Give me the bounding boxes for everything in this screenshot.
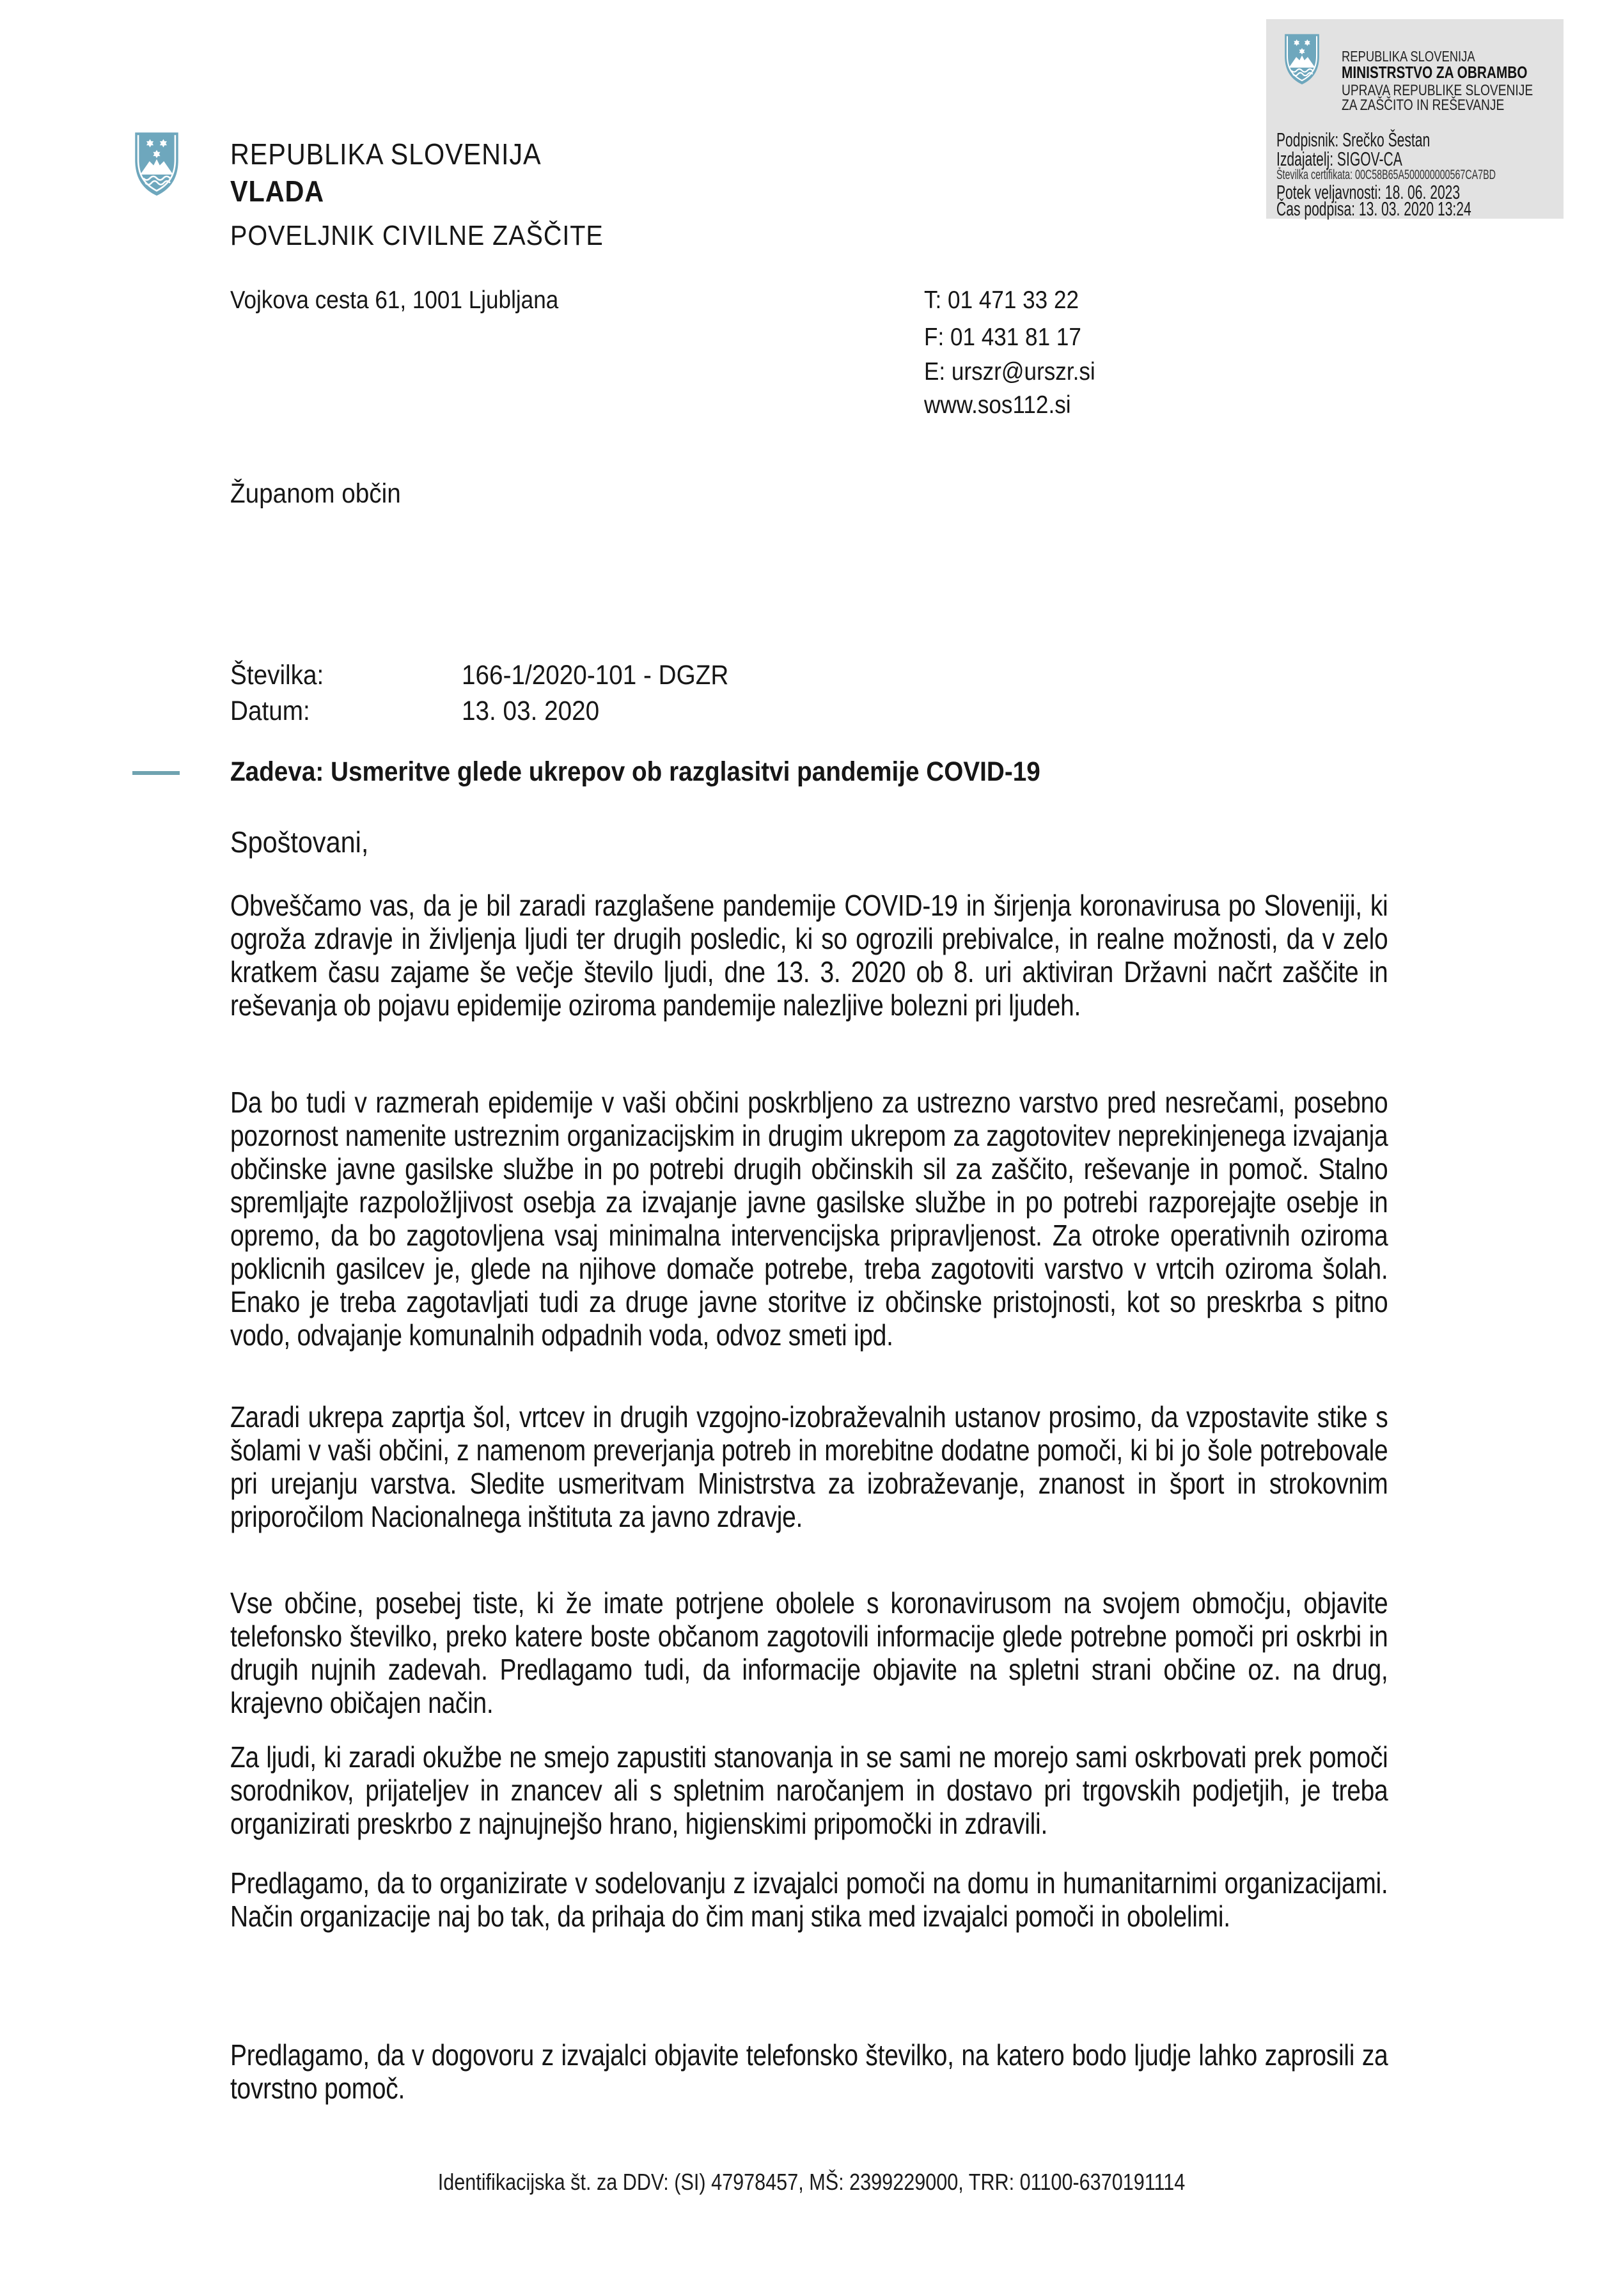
letterhead-government: VLADA [230, 175, 325, 208]
body-paragraph: Zaradi ukrepa zaprtja šol, vrtcev in drugih vzgojno-izobraževalnih ustanov prosimo, da vzpostavite stike s šolami v vaši občini, z namenom preverjanja potreb in morebitne dodatne pomoči, ki bi jo šole potrebovale pri urejanju varstva. Sledite usmeritvam Ministrstva za izobraževanje, znanost in šport in strokovnim priporočilom Nacionalnega inštituta za javno zdravje. [230, 1400, 1388, 1533]
letterhead-office-title: POVELJNIK CIVILNE ZAŠČITE [230, 220, 604, 251]
contact-fax: F: 01 431 81 17 [924, 324, 1081, 351]
stamp-ministry: MINISTRSTVO ZA OBRAMBO [1342, 63, 1528, 82]
stamp-republic: REPUBLIKA SLOVENIJA [1342, 48, 1475, 65]
subject-line: Zadeva: Usmeritve glede ukrepov ob razglasitvi pandemije COVID-19 [230, 756, 1040, 787]
salutation: Spoštovani, [230, 825, 369, 859]
contact-website: www.sos112.si [924, 391, 1071, 419]
date-label: Datum: [230, 696, 310, 726]
digital-signature-stamp [1266, 19, 1564, 219]
stamp-administration-2: ZA ZAŠČITO IN REŠEVANJE [1342, 97, 1505, 114]
stamp-administration: UPRAVA REPUBLIKE SLOVENIJE [1342, 82, 1533, 99]
office-address: Vojkova cesta 61, 1001 Ljubljana [230, 286, 559, 314]
contact-email: E: urszr@urszr.si [924, 358, 1095, 386]
letterhead-republic: REPUBLIKA SLOVENIJA [230, 137, 542, 171]
contact-phone: T: 01 471 33 22 [924, 286, 1079, 314]
body-paragraph: Da bo tudi v razmerah epidemije v vaši občini poskrbljeno za ustrezno varstvo pred nesrečami, posebno pozornost namenite ustreznim organizacijskim in drugim ukrepom za zagotovitev neprekinjenega izvajanja občinske javne gasilske službe in po potrebi drugih občinskih sil za zaščito, reševanje in pomoč. Stalno spremljajte razpoložljivost osebja za izvajanje javne gasilske službe in po potrebi razporejajte osebje in opremo, da bo zagotovljena vsaj minimalna intervencijska pripravljenost. Za otroke operativnih oziroma poklicnih gasilcev je, glede na njihove domače potrebe, treba zagotoviti varstvo v vrtcih oziroma šolah. Enako je treba zagotavljati tudi za druge javne storitve iz občinske pristojnosti, kot so preskrba s pitno vodo, odvajanje komunalnih odpadnih voda, odvoz smeti ipd. [230, 1086, 1388, 1352]
margin-dash-mark [132, 771, 180, 775]
reference-number-value: 166-1/2020-101 - DGZR [462, 660, 729, 691]
reference-number-label: Številka: [230, 660, 324, 691]
stamp-certificate-number: Številka certifikata: 00C58B65A500000000567CA7BD [1276, 168, 1496, 182]
footer-identification: Identifikacijska št. za DDV: (SI) 47978457, MŠ: 2399229000, TRR: 01100-6370191114 [437, 2169, 1186, 2195]
body-paragraph: Vse občine, posebej tiste, ki že imate potrjene obolele s koronavirusom na svojem območju, objavite telefonsko številko, preko katere boste občanom zagotovili informacije glede potrebne pomoči pri oskrbi in drugih nujnih zadevah. Predlagamo tudi, da informacije objavite na spletni strani občine oz. na drug, krajevno običajen način. [230, 1586, 1388, 1719]
body-paragraph: Predlagamo, da v dogovoru z izvajalci objavite telefonsko številko, na katero bodo ljudje lahko zaprosili za tovrstno pomoč. [230, 2038, 1388, 2105]
date-value: 13. 03. 2020 [462, 696, 600, 726]
shield-icon [1282, 31, 1322, 88]
stamp-signing-time: Čas podpisa: 13. 03. 2020 13:24 [1276, 198, 1471, 220]
stamp-validity: Potek veljavnosti: 18. 06. 2023 [1276, 181, 1461, 203]
body-paragraph: Obveščamo vas, da je bil zaradi razglašene pandemije COVID-19 in širjenja koronavirusa po Sloveniji, ki ogroža zdravje in življenja ljudi ter drugih posledic, ki so ogrozili prebivalce, in realne možnosti, da v zelo kratkem času zajame še večje število ljudi, dne 13. 3. 2020 ob 8. uri aktiviran Državni načrt zaščite in reševanja ob pojavu epidemije oziroma pandemije nalezljive bolezni pri ljudeh. [230, 889, 1388, 1022]
slovenia-coat-of-arms-icon [127, 130, 187, 198]
body-paragraph: Za ljudi, ki zaradi okužbe ne smejo zapustiti stanovanja in se sami ne morejo sami oskrbovati prek pomoči sorodnikov, prijateljev in znancev ali s spletnim naročanjem in dostavo pri trgovskih podjetjih, je treba organizirati preskrbo z najnujnejšo hrano, higienskimi pripomočki in zdravili. [230, 1740, 1388, 1840]
stamp-coat-of-arms-icon [1282, 31, 1322, 88]
stamp-signer: Podpisnik: Srečko Šestan [1276, 129, 1431, 151]
recipient-line: Županom občin [230, 478, 401, 509]
shield-icon [127, 130, 187, 198]
body-paragraph: Predlagamo, da to organizirate v sodelovanju z izvajalci pomoči na domu in humanitarnimi organizacijami. Način organizacije naj bo tak, da prihaja do čim manj stika med izvajalci pomoči in obolelimi. [230, 1866, 1388, 1933]
stamp-issuer: Izdajatelj: SIGOV-CA [1276, 148, 1402, 170]
